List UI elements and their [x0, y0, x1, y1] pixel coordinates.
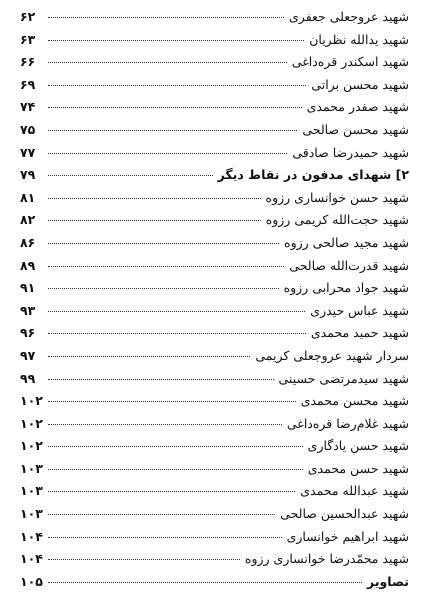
toc-entry-title: شهید جواد محرابی رزوه [283, 280, 409, 296]
toc-entry [20, 209, 409, 232]
toc-entry-page-number: ۱۰۴ [20, 528, 43, 544]
toc-entry-page-number: ۷۷ [20, 144, 36, 160]
toc-entry-title: سردار شهید عروجعلی کریمی [255, 347, 409, 363]
toc-entry-title: شهید ابراهیم خوانساری [286, 528, 409, 544]
toc-entry-title: شهید عباس حیدری [310, 302, 409, 318]
toc-entry-title: شهید محسن صالحی [302, 121, 409, 137]
toc-entry-title: شهید مجید صالحی رزوه [284, 234, 409, 250]
toc-entry [20, 96, 409, 119]
toc-entry-page-number: ۶۲ [20, 9, 36, 24]
toc-entry [20, 277, 409, 300]
toc-entry-page-number: ۱۰۳ [20, 506, 43, 522]
toc-entry [20, 255, 409, 278]
dot-leader [48, 424, 282, 425]
toc-entry-title: شهید عبدالحسین صالحی [280, 506, 409, 522]
dot-leader [48, 40, 304, 41]
dot-leader [48, 175, 213, 176]
toc-entry [20, 345, 409, 368]
toc-entry-title: شهید حسن خوانساری رزوه [265, 189, 409, 205]
toc-entry-title: شهید عروجعلی جعفری [289, 9, 409, 24]
toc-entry-title: شهید یدالله نظریان [309, 31, 409, 47]
toc-entry [20, 435, 409, 458]
toc-entry-page-number: ۸۲ [20, 212, 36, 228]
dot-leader [48, 491, 295, 492]
toc-entry-title: شهید سیدمرتضی حسینی [278, 370, 409, 386]
toc-entry-title: شهید محسن محمدی [300, 393, 409, 409]
dot-leader [48, 379, 274, 380]
toc-entry-title: ۲] شهدای مدفون در نقاط دیگر [217, 167, 409, 183]
toc-entry [20, 142, 409, 165]
toc-entry-title: شهید صفدر محمدی [306, 99, 409, 115]
toc-entry-page-number: ۷۹ [20, 167, 36, 183]
dot-leader [48, 107, 302, 108]
toc-entry-page-number: ۹۶ [20, 325, 36, 341]
dot-leader [48, 559, 240, 560]
dot-leader [48, 153, 287, 154]
toc-entry [20, 526, 409, 549]
toc-entry [20, 187, 409, 210]
dot-leader [48, 333, 306, 334]
toc-entry-page-number: ۷۵ [20, 121, 36, 137]
toc-entry [20, 480, 409, 503]
toc-entry [20, 548, 409, 571]
toc-entry [20, 458, 409, 481]
dot-leader [48, 85, 306, 86]
dot-leader [48, 469, 303, 470]
dot-leader [48, 288, 279, 289]
toc-entry-title: شهید عبدالله محمدی [300, 483, 409, 499]
toc-entry-page-number: ۸۱ [20, 189, 36, 205]
dot-leader [48, 198, 261, 199]
toc-entry-title: شهید غلام‌رضا قره‌داغی [286, 415, 409, 431]
toc-section-heading [20, 164, 409, 187]
toc-entry [20, 232, 409, 255]
toc-entry-title: شهید قدرت‌الله صالحی [289, 257, 409, 273]
toc-entry-page-number: ۱۰۳ [20, 460, 43, 476]
dot-leader [48, 130, 297, 131]
toc-entry-page-number: ۱۰۳ [20, 483, 43, 499]
toc-entry [20, 74, 409, 97]
dot-leader [48, 537, 282, 538]
dot-leader [48, 356, 250, 357]
dot-leader [48, 514, 275, 515]
toc-entry [20, 300, 409, 323]
toc-entry-page-number: ۱۰۲ [20, 438, 43, 454]
toc-entry-title: شهید اسکندر قره‌داغی [291, 54, 409, 70]
toc-entry [20, 390, 409, 413]
dot-leader [48, 401, 296, 402]
toc-entry-page-number: ۹۷ [20, 347, 36, 363]
toc-section-heading [20, 571, 409, 594]
toc-entry [20, 119, 409, 142]
toc-entry-page-number: ۱۰۵ [20, 573, 43, 589]
toc-entry [20, 6, 409, 29]
toc-entry-page-number: ۹۹ [20, 370, 36, 386]
toc-entry-title: شهید محمّدرضا خوانساری رزوه [244, 551, 409, 567]
toc-entry-title: تصاویر [367, 573, 409, 589]
toc-entry [20, 29, 409, 52]
toc-entry [20, 503, 409, 526]
toc-entry [20, 413, 409, 436]
dot-leader [48, 266, 284, 267]
toc-entry [20, 322, 409, 345]
toc-entry-title: شهید حمیدرضا صادقی [292, 144, 409, 160]
toc-entry-title: شهید حمید محمدی [310, 325, 409, 341]
toc-entry-page-number: ۶۳ [20, 31, 36, 47]
toc-entry-page-number: ۸۶ [20, 234, 36, 250]
toc-entry-page-number: ۶۹ [20, 76, 36, 92]
dot-leader [48, 17, 284, 18]
toc-entry-title: شهید محسن براتی [311, 76, 409, 92]
toc-entry-page-number: ۹۱ [20, 280, 36, 296]
dot-leader [48, 582, 362, 583]
dot-leader [48, 446, 303, 447]
toc-entry [20, 368, 409, 391]
dot-leader [48, 311, 305, 312]
toc-entry-page-number: ۷۴ [20, 99, 36, 115]
dot-leader [48, 62, 287, 63]
dot-leader [48, 220, 261, 221]
toc-entry [20, 51, 409, 74]
toc-entry-page-number: ۶۶ [20, 54, 36, 70]
toc-entry-page-number: ۸۹ [20, 257, 36, 273]
table-of-contents [20, 6, 409, 593]
dot-leader [48, 243, 279, 244]
toc-entry-page-number: ۱۰۲ [20, 393, 43, 409]
toc-entry-title: شهید حجت‌الله کریمی رزوه [265, 212, 409, 228]
toc-entry-title: شهید حسن یادگاری [307, 438, 409, 454]
toc-entry-title: شهید حسن محمدی [307, 460, 409, 476]
toc-entry-page-number: ۱۰۲ [20, 415, 43, 431]
toc-entry-page-number: ۹۳ [20, 302, 36, 318]
toc-entry-page-number: ۱۰۴ [20, 551, 43, 567]
